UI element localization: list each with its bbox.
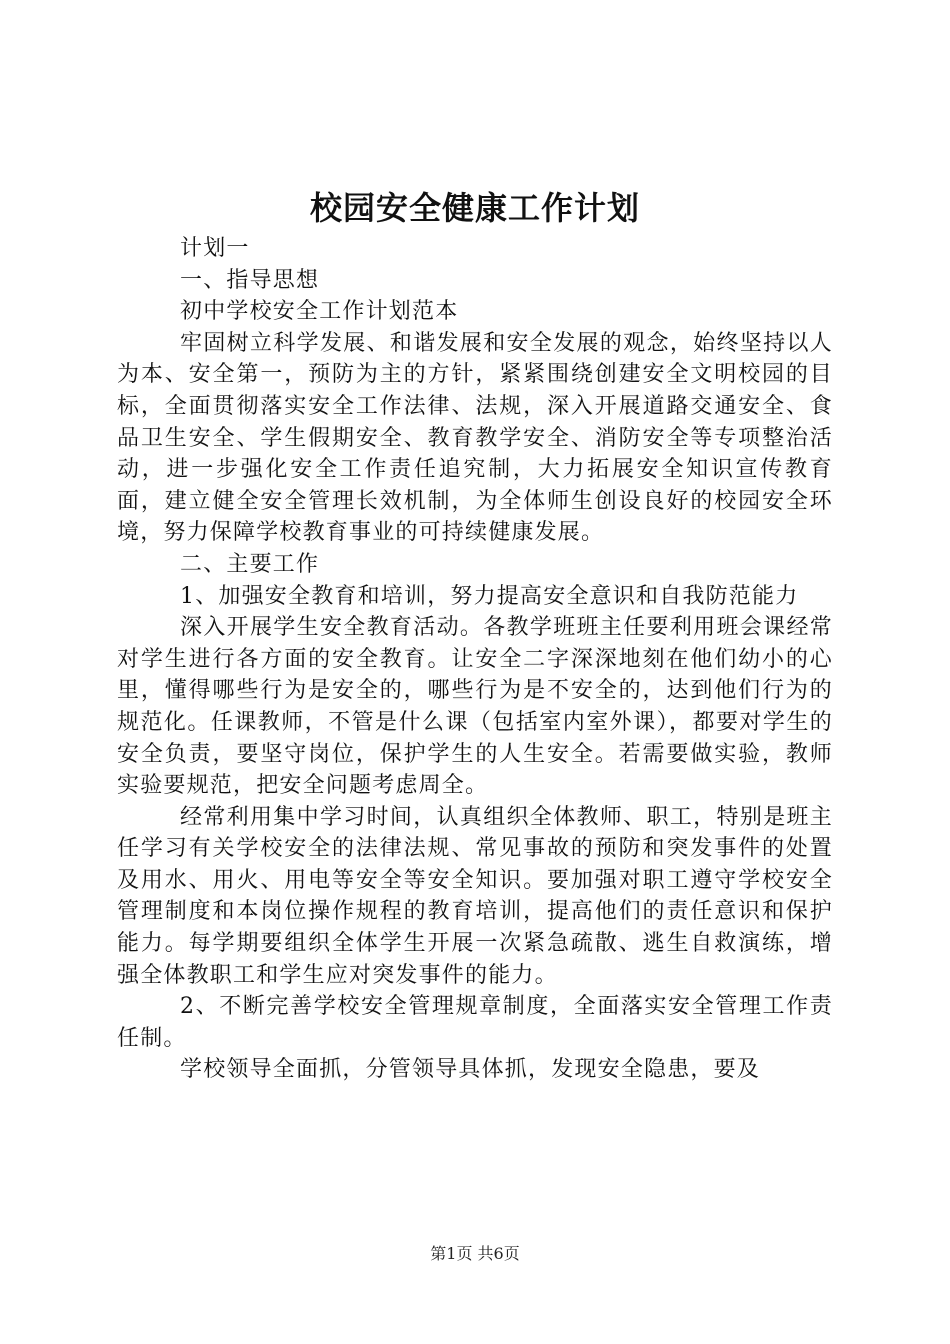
heading-management-rules: 2、不断完善学校安全管理规章制度，全面落实安全管理工作责任制。 [117,994,833,1051]
paragraph-staff-training: 经常利用集中学习时间，认真组织全体教师、职工，特别是班主任学习有关学校安全的法律法规、常见事故的预防和突发事件的处置及用水、用火、用电等安全等安全知识。要加强对职工遵守学校安全管理制度和本岗位操作规程的教育培训，提高他们的责任意识和保护能力。每学期要组织全体学生开展一次紧急疏散、逃生自救演练，增强全体教职工和学生应对突发事件的能力。 [117,804,833,988]
paragraph-leadership: 学校领导全面抓，分管领导具体抓，发现安全隐患，要及 [180,1057,761,1083]
heading-safety-education: 1、加强安全教育和培训，努力提高安全意识和自我防范能力 [180,583,799,609]
paragraph-student-education: 深入开展学生安全教育活动。各教学班班主任要利用班会课经常对学生进行各方面的安全教育。让安全二字深深地刻在他们幼小的心里，懂得哪些行为是安全的，哪些行为是不安全的，达到他们行为的规范化。任课教师，不管是什么课（包括室内室外课），都要对学生的安全负责，要坚守岗位，保护学生的人生安全。若需要做实验，教师实验要规范，把安全问题考虑周全。 [117,615,833,799]
paragraph-plan-one: 计划一 [180,236,250,261]
document-title: 校园安全健康工作计划 [309,189,640,227]
paragraph-template-name: 初中学校安全工作计划范本 [180,299,459,325]
heading-guiding-ideology: 一、指导思想 [180,267,320,293]
page-number-footer: 第1页 共6页 [430,1244,520,1263]
heading-main-work: 二、主要工作 [180,551,320,577]
document-body [117,233,833,1086]
paragraph-guiding-ideology: 牢固树立科学发展、和谐发展和安全发展的观念，始终坚持以人为本、安全第一，预防为主的方针，紧紧围绕创建安全文明校园的目标，全面贯彻落实安全工作法律、法规，深入开展道路交通安全、食品卫生安全、学生假期安全、教育教学安全、消防安全等专项整治活动，进一步强化安全工作责任追究制，大力拓展安全知识宣传教育面，建立健全安全管理长效机制，为全体师生创设良好的校园安全环境，努力保障学校教育事业的可持续健康发展。 [117,330,833,546]
